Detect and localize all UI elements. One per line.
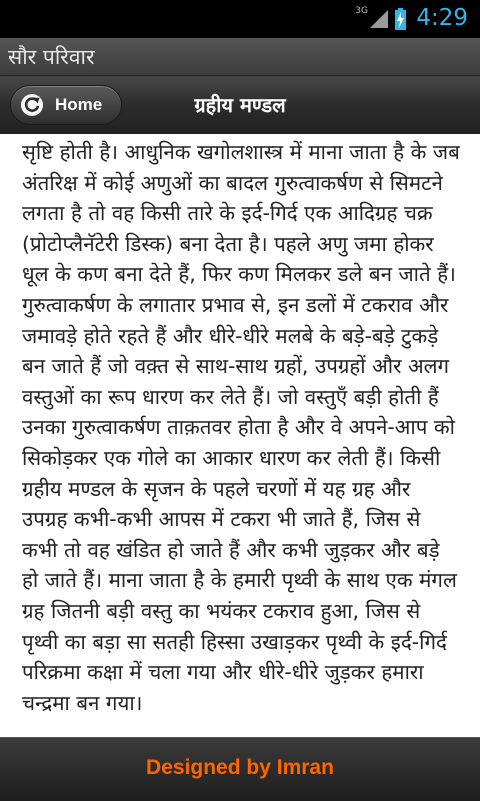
app-title-bar: [0, 38, 480, 76]
signal-icon: [368, 8, 390, 30]
network-type: 3G: [355, 6, 368, 16]
footer: [0, 737, 480, 801]
home-button[interactable]: [10, 85, 122, 125]
page-title: ग्रहीय मण्डल: [194, 93, 286, 117]
navigation-bar: [0, 76, 480, 135]
article-text: सृष्टि होती है। आधुनिक खगोलशास्त्र में माना जाता है के जब अंतरिक्ष में कोई अणुओं का बादल गुरुत्वाकर्षण से सिमटने लगता है तो वह किसी तारे के इर्द-गिर्द एक आदिग्रह चक्र (प्रोटोप्लैनॅटेरी डिस्क) बना देता है। पहले अणु जमा होकर धूल के कण बना देते हैं, फिर कण मिलकर डले बन जाते हैं। गुरुत्वाकर्षण के लगातार प्रभाव से, इन डलों में टकराव और जमावड़े होते रहते हैं और धीरे-धीरे मलबे के बड़े-बड़े टुकड़े बन जाते हैं जो वक़्त से साथ-साथ ग्रहों, उपग्रहों और अलग वस्तुओं का रूप धारण कर लेते हैं। जो वस्तुएँ बड़ी होती हैं उनका गुरुत्वाकर्षण ताक़तवर होता है और वे अपने-आप को सिकोड़कर एक गोले का आकार धारण कर लेती हैं। किसी ग्रहीय मण्डल के सृजन के पहले चरणों में यह ग्रह और उपग्रह कभी-कभी आपस में टकरा भी जाते हैं, जिस से कभी तो वह खंडित हो जाते हैं और कभी जुड़कर और बड़े हो जाते हैं। माना जाता है के हमारी पृथ्वी के साथ एक मंगल ग्रह जितनी बड़ी वस्तु का भयंकर टकराव हुआ, जिस से पृथ्वी का बड़ा सा सतही हिस्सा उखाड़कर पृथ्वी के इर्द-गिर्द परिक्रमा कक्षा में चला गया और धीरे-धीरे जुड़कर हमारा चन्द्रमा बन गया।: [22, 140, 460, 715]
designer-credit: Designed by Imran: [146, 756, 334, 779]
article-scroll-area[interactable]: [0, 134, 480, 737]
battery-charging-icon: [395, 8, 406, 30]
home-button-label: Home: [55, 95, 103, 114]
status-bar: [0, 0, 480, 38]
clock: 4:29: [416, 5, 468, 31]
refresh-icon: [21, 94, 43, 116]
app-title: सौर परिवार: [8, 45, 95, 69]
